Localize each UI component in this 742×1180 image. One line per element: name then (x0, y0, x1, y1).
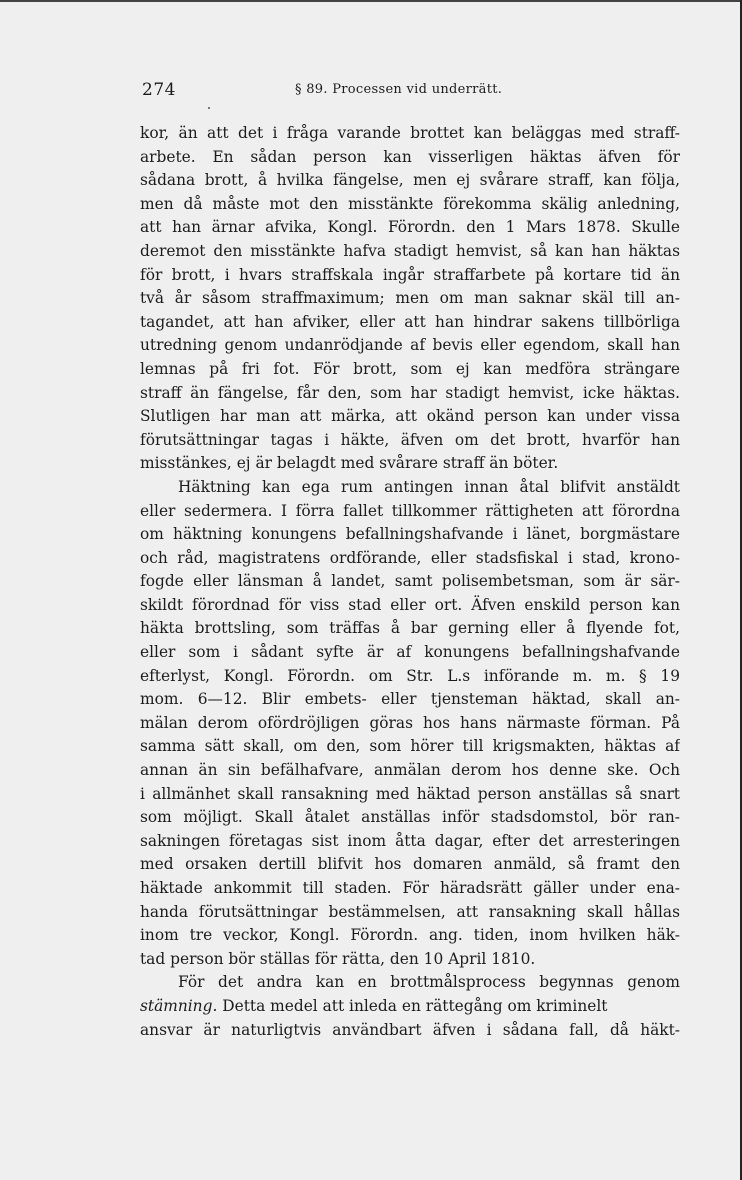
body-text (140, 122, 680, 1042)
text-line: att han ärnar afvika, Kongl. Förordn. den 1 Mars 1878. Skulle (140, 218, 680, 237)
text-line: om häktning konungens befallningshafvande i länet, borgmästare (140, 525, 680, 544)
text-line: med orsaken dertill blifvit hos domaren anmäld, så framt den (140, 855, 680, 874)
text-line: häkta brottsling, som träffas å bar gerning eller å flyende fot, (140, 619, 680, 638)
text-line: straff än fängelse, får den, som har stadigt hemvist, icke häktas. (140, 383, 680, 402)
text-line: fogde eller länsman å landet, samt polisembetsman, som är sär- (140, 572, 680, 591)
text-line: mom. 6—12. Blir embets- eller tjensteman häktad, skall an- (140, 690, 680, 709)
text-line: sakningen företagas sist inom åtta dagar, efter det arresteringen (140, 831, 680, 850)
text-line: Slutligen har man att märka, att okänd person kan under vissa (140, 407, 680, 426)
text-line: handa förutsättningar bestämmelsen, att ransakning skall hållas (140, 902, 680, 921)
text-line: deremot den misstänkte hafva stadigt hemvist, så kan han häktas (140, 241, 680, 260)
text-segment: Detta medel att inleda en rättegång om kriminelt (217, 996, 608, 1015)
text-line: två år såsom straffmaximum; men om man saknar skäl till an- (140, 289, 680, 308)
text-line: arbete. En sådan person kan visserligen häktas äfven för (140, 147, 680, 166)
text-line: ansvar är naturligtvis användbart äfven i sådana fall, då häkt- (140, 1020, 680, 1039)
text-line: sådana brott, å hvilka fängelse, men ej svårare straff, kan följa, (140, 171, 680, 190)
paragraph-start-line: För det andra kan en brottmålsprocess begynnas genom (178, 973, 680, 992)
text-line: efterlyst, Kongl. Förordn. om Str. L.s införande m. m. § 19 (140, 666, 680, 685)
section-heading: § 89. Processen vid underrätt. (295, 82, 503, 97)
paragraph-end-line: tad person bör ställas för rätta, den 10 April 1810. (140, 949, 536, 968)
emphasized-term: stämning. (140, 996, 218, 1015)
paragraph-start-line: Häktning kan ega rum antingen innan åtal blifvit anstäldt (178, 477, 680, 496)
text-line: häktade ankommit till staden. För häradsrätt gäller under ena- (140, 879, 680, 897)
text-line: utredning genom undanrödjande af bevis eller egendom, skall han (140, 336, 680, 355)
running-header (142, 80, 682, 102)
page-number: 274 (142, 80, 176, 100)
text-line: eller som i sådant syfte är af konungens befallningshafvande (140, 643, 680, 662)
text-line: inom tre veckor, Kongl. Förordn. ang. tiden, inom hvilken häk- (140, 926, 680, 945)
text-line: lemnas på fri fot. För brott, som ej kan medföra strängare (140, 359, 680, 378)
text-line: mälan derom ofördröjligen göras hos hans närmaste förman. På (140, 713, 680, 732)
text-line: för brott, i hvars straffskala ingår straffarbete på kortare tid än (140, 265, 680, 284)
text-line: förutsättningar tagas i häkte, äfven om det brott, hvarför han (140, 430, 680, 449)
text-line: skildt förordnad för viss stad eller ort. Äfven enskild person kan (140, 595, 680, 614)
print-speck (208, 107, 210, 109)
text-line: kor, än att det i fråga varande brottet kan beläggas med straff- (140, 124, 680, 142)
text-line: annan än sin befälhafvare, anmälan derom hos denne ske. Och (140, 761, 680, 780)
text-line: samma sätt skall, om den, som hörer till krigsmakten, häktas af (140, 737, 680, 756)
page-top-edge (0, 0, 742, 2)
text-line-with-emphasis (140, 995, 680, 1019)
text-line: men då måste mot den misstänkte förekomma skälig anledning, (140, 194, 680, 213)
paragraph-end-line: misstänkes, ej är belagdt med svårare straff än böter. (140, 454, 559, 473)
text-line: i allmänhet skall ransakning med häktad person anställas så snart (140, 784, 680, 803)
text-line: tagandet, att han afviker, eller att han hindrar sakens tillbörliga (140, 312, 680, 331)
text-line: eller sedermera. I förra fallet tillkommer rättigheten att förordna (140, 501, 680, 520)
text-line: som möjligt. Skall åtalet anställas inför stadsdomstol, bör ran- (140, 808, 680, 827)
text-line: och råd, magistratens ordförande, eller stadsfiskal i stad, krono- (140, 548, 680, 567)
